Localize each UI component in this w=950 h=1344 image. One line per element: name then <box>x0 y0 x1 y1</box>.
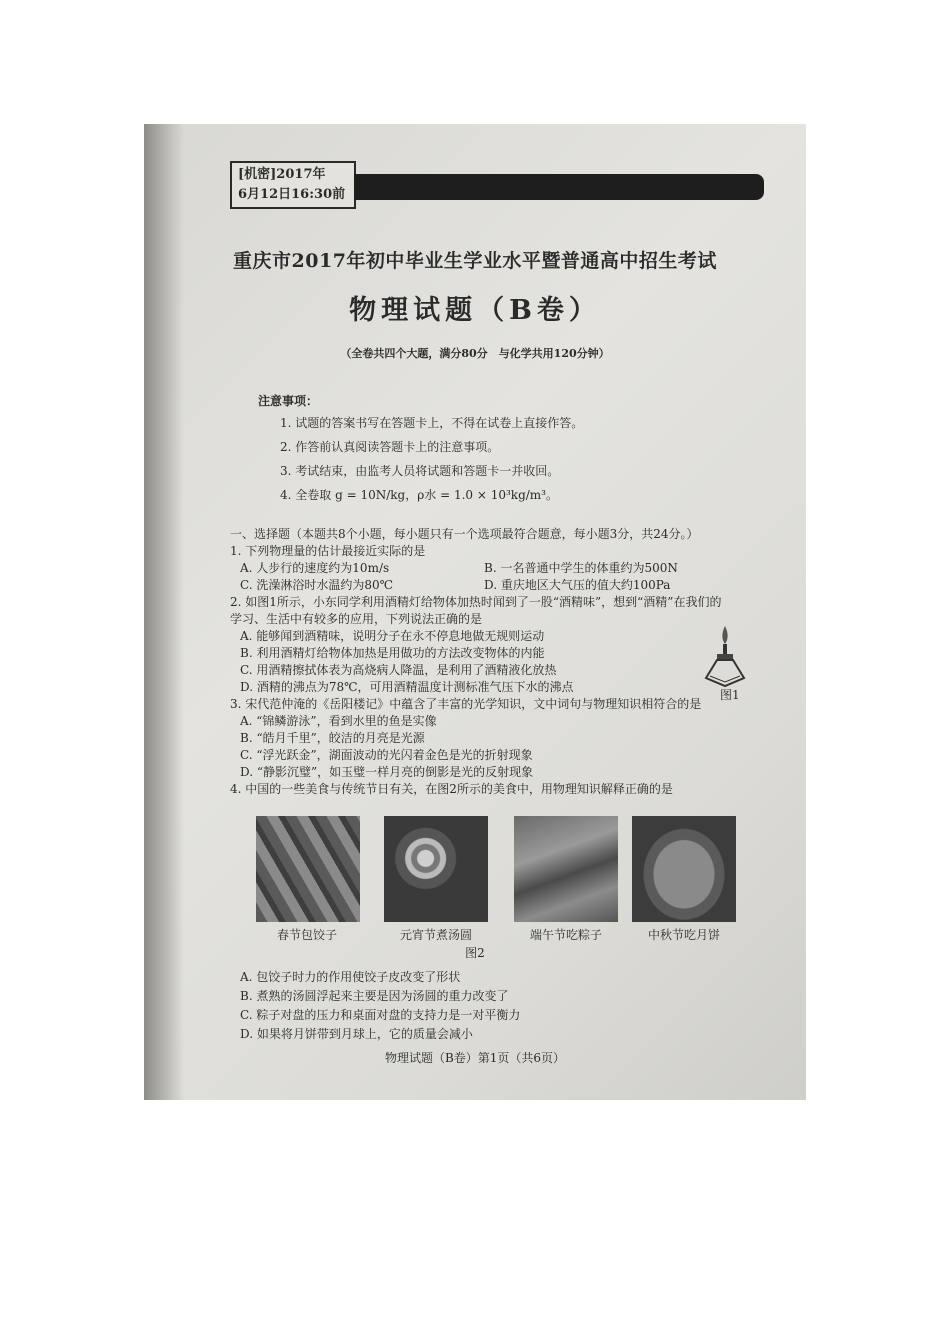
question-1-option-d: D. 重庆地区大气压的值大约100Pa <box>484 578 671 592</box>
question-1-option-a: A. 人步行的速度约为10m/s <box>240 561 390 575</box>
note-item: 2. 作答前认真阅读答题卡上的注意事项。 <box>280 440 500 454</box>
question-2-option-a: A. 能够闻到酒精味，说明分子在永不停息地做无规则运动 <box>240 629 545 643</box>
photo-caption: 端午节吃粽子 <box>529 928 602 942</box>
question-1-option-c: C. 洗澡淋浴时水温约为80℃ <box>240 578 394 592</box>
question-2-option-d: D. 酒精的沸点为78℃，可用酒精温度计测标准气压下水的沸点 <box>240 680 574 694</box>
photo-caption: 中秋节吃月饼 <box>647 928 720 942</box>
exam-paper <box>144 124 806 1100</box>
figure-1-label: 图1 <box>720 688 740 702</box>
paper-subtitle: （全卷共四个大题，满分80分 与化学共用120分钟） <box>340 347 610 360</box>
question-4-option-c: C. 粽子对盘的压力和桌面对盘的支持力是一对平衡力 <box>240 1008 521 1022</box>
page-footer: 物理试题（B卷）第1页（共6页） <box>384 1051 566 1065</box>
notes-list <box>280 414 583 510</box>
tangyuan-photo <box>384 816 488 922</box>
question-4-options <box>240 968 520 1044</box>
mooncake-photo <box>632 816 736 922</box>
note-item: 4. 全卷取 g = 10N/kg，ρ水 = 1.0 × 10³kg/m³。 <box>280 488 558 502</box>
header-black-bar <box>354 174 764 200</box>
zongzi-photo <box>514 816 618 922</box>
question-4-stem: 4. 中国的一些美食与传统节日有关，在图2所示的美食中，用物理知识解释正确的是 <box>230 782 673 796</box>
note-item: 3. 考试结束，由监考人员将试题和答题卡一并收回。 <box>280 464 560 478</box>
figure-2-photos <box>250 816 780 946</box>
exam-title: 重庆市2017年初中毕业生学业水平暨普通高中招生考试 <box>233 250 717 272</box>
question-4-option-d: D. 如果将月饼带到月球上，它的质量会减小 <box>240 1027 473 1041</box>
photo-caption: 元宵节煮汤圆 <box>399 928 472 942</box>
note-item: 1. 试题的答案书写在答题卡上，不得在试卷上直接作答。 <box>280 416 584 430</box>
question-4-option-b: B. 煮熟的汤圆浮起来主要是因为汤圆的重力改变了 <box>240 989 509 1003</box>
question-1-option-b: B. 一名普通中学生的体重约为500N <box>484 561 678 575</box>
question-3-option-d: D. “静影沉璧”，如玉璧一样月亮的倒影是光的反射现象 <box>240 765 534 779</box>
question-3-option-b: B. “皓月千里”，皎洁的月亮是光源 <box>240 731 425 745</box>
question-1-stem: 1. 下列物理量的估计最接近实际的是 <box>230 544 426 558</box>
photo-caption: 春节包饺子 <box>276 928 337 942</box>
question-3-option-a: A. “锦鳞游泳”，看到水里的鱼是实像 <box>240 714 437 728</box>
confidential-box <box>230 161 356 209</box>
question-2-option-b: B. 利用酒精灯给物体加热是用做功的方法改变物体的内能 <box>240 646 545 660</box>
confidential-line-1: [机密]2017年 <box>238 167 326 182</box>
question-2-option-c: C. 用酒精擦拭体表为高烧病人降温，是利用了酒精液化放热 <box>240 663 557 677</box>
confidential-line-2: 6月12日16:30前 <box>238 187 346 202</box>
question-2-stem: 2. 如图1所示，小东同学利用酒精灯给物体加热时闻到了一股“酒精味”，想到“酒精”在我们的 <box>230 595 722 609</box>
figure-2-label: 图2 <box>465 946 485 960</box>
notes-heading: 注意事项： <box>258 394 319 408</box>
question-3-option-c: C. “浮光跃金”，湖面波动的光闪着金色是光的折射现象 <box>240 748 533 762</box>
paper-title: 物理试题（B卷） <box>349 295 601 326</box>
section-heading: 一、选择题（本题共8个小题，每小题只有一个选项最符合题意，每小题3分，共24分。） <box>230 527 699 541</box>
question-4-option-a: A. 包饺子时力的作用使饺子皮改变了形状 <box>240 970 461 984</box>
question-2-stem-cont: 学习、生活中有较多的应用，下列说法正确的是 <box>230 612 483 626</box>
question-3-stem: 3. 宋代范仲淹的《岳阳楼记》中蕴含了丰富的光学知识，文中词句与物理知识相符合的是 <box>230 697 702 711</box>
dumplings-photo <box>256 816 360 922</box>
